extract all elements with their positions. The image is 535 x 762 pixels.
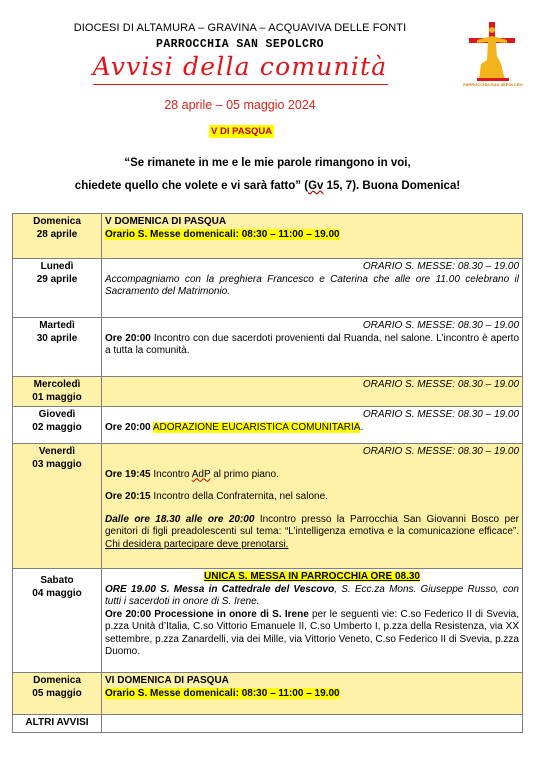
day-cell: Giovedì 02 maggio bbox=[13, 407, 102, 444]
events-cell: ORARIO S. MESSE: 08.30 – 19.00 bbox=[102, 377, 523, 407]
schedule-row-martedi bbox=[13, 318, 523, 377]
booking-note: Chi desidera partecipare deve prenotarsi. bbox=[105, 538, 289, 550]
day-cell: Lunedì 29 aprile bbox=[13, 259, 102, 318]
sunday-tag: V DI PASQUA bbox=[211, 126, 273, 137]
events-cell: ORARIO S. MESSE: 08.30 – 19.00 Ore 20:00 ADORAZIONE EUCARISTICA COMUNITARIA. bbox=[102, 407, 523, 444]
schedule-row-domenica-05 bbox=[13, 673, 523, 715]
events-cell: ORARIO S. MESSE: 08.30 – 19.00 Ore 19:45 Incontro AdP al primo piano. Ore 20:15 Incontro della Confraternita, nel salone. Dalle ore 18.30 alle ore 20:00 Incontro presso la Parrocchia San Giovanni Bosco per genitori di figli preadolescenti sul tema: “L’intelligenza emotiva e la comunicazione efficace”. Chi desidera partecipare deve prenotarsi. bbox=[102, 444, 523, 569]
gospel-reference: Gv bbox=[308, 180, 324, 192]
parish-name: PARROCCHIA SAN SEPOLCRO bbox=[156, 38, 324, 51]
events-cell: UNICA S. MESSA IN PARROCCHIA ORE 08.30 ORE 19.00 S. Messa in Cattedrale del Vescovo, S. Ecc.za Mons. Giuseppe Russo, con tutti i sacerdoti in onore di S. Irene. Ore 20:00 Processione in onore di S. Irene per le seguenti vie: C.so Federico II di Svevia, p.zza Unità d’Italia, C.so Vittorio Emanuele II, C.so Umberto I, p.zza della Resistenza, via XX settembre, p.zza Zanardelli, via dei Mille, via Vittorio Veneto, C.so Federico II di Svevia, p.zza Duomo. bbox=[102, 569, 523, 673]
weekly-schedule-table bbox=[12, 213, 523, 733]
events-cell: ORARIO S. MESSE: 08.30 – 19.00 Ore 20:00 Incontro con due sacerdoti provenienti dal Ruanda, nel salone. L’incontro è aperto a tutta la comunità. bbox=[102, 318, 523, 377]
day-cell: Martedì 30 aprile bbox=[13, 318, 102, 377]
logo-caption: PARROCCHIA SAN SEPOLCRO bbox=[463, 82, 523, 87]
day-cell: Mercoledì 01 maggio bbox=[13, 377, 102, 407]
adoration-highlight: ADORAZIONE EUCARISTICA COMUNITARIA bbox=[152, 421, 361, 433]
schedule-row-mercoledi bbox=[13, 377, 523, 407]
bulletin-title: Avvisi della comunità bbox=[92, 52, 388, 81]
events-cell: ORARIO S. MESSE: 08.30 – 19.00 Accompagniamo con la preghiera Francesco e Caterina che alle ore 11.00 celebrano il Sacramento del Matrimonio. bbox=[102, 259, 523, 318]
day-cell: Venerdì 03 maggio bbox=[13, 444, 102, 569]
gospel-quote-line2: chiedete quello che volete e vi sarà fatto” (Gv 15, 7). Buona Domenica! bbox=[74, 180, 461, 192]
day-cell: Domenica 05 maggio bbox=[13, 673, 102, 715]
schedule-row-giovedi bbox=[13, 407, 523, 444]
week-dates: 28 aprile – 05 maggio 2024 bbox=[164, 98, 316, 112]
title-underline bbox=[93, 84, 388, 85]
schedule-row-sabato bbox=[13, 569, 523, 673]
events-cell: V DOMENICA DI PASQUA Orario S. Messe domenicali: 08:30 – 11:00 – 19.00 bbox=[102, 214, 523, 259]
schedule-row-domenica-28 bbox=[13, 214, 523, 259]
diocese-name: DIOCESI DI ALTAMURA – GRAVINA – ACQUAVIVA DELLE FONTI bbox=[73, 22, 407, 34]
schedule-row-altri-avvisi bbox=[13, 715, 523, 733]
gospel-quote-line1: “Se rimanete in me e le mie parole rimangono in voi, bbox=[124, 157, 411, 169]
day-cell: Domenica 28 aprile bbox=[13, 214, 102, 259]
events-cell: VI DOMENICA DI PASQUA Orario S. Messe domenicali: 08:30 – 11:00 – 19.00 bbox=[102, 673, 523, 715]
parish-logo-icon bbox=[463, 20, 523, 100]
sunday-mass-times: Orario S. Messe domenicali: 08:30 – 11:00 – 19.00 bbox=[105, 228, 340, 240]
events-cell bbox=[102, 715, 523, 733]
schedule-row-venerdi bbox=[13, 444, 523, 569]
sunday-mass-times: Orario S. Messe domenicali: 08:30 – 11:00 – 19.00 bbox=[105, 687, 340, 699]
day-cell: ALTRI AVVISI bbox=[13, 715, 102, 733]
day-cell: Sabato 04 maggio bbox=[13, 569, 102, 673]
single-mass-notice: UNICA S. MESSA IN PARROCCHIA ORE 08.30 bbox=[204, 571, 420, 582]
schedule-row-lunedi bbox=[13, 259, 523, 318]
